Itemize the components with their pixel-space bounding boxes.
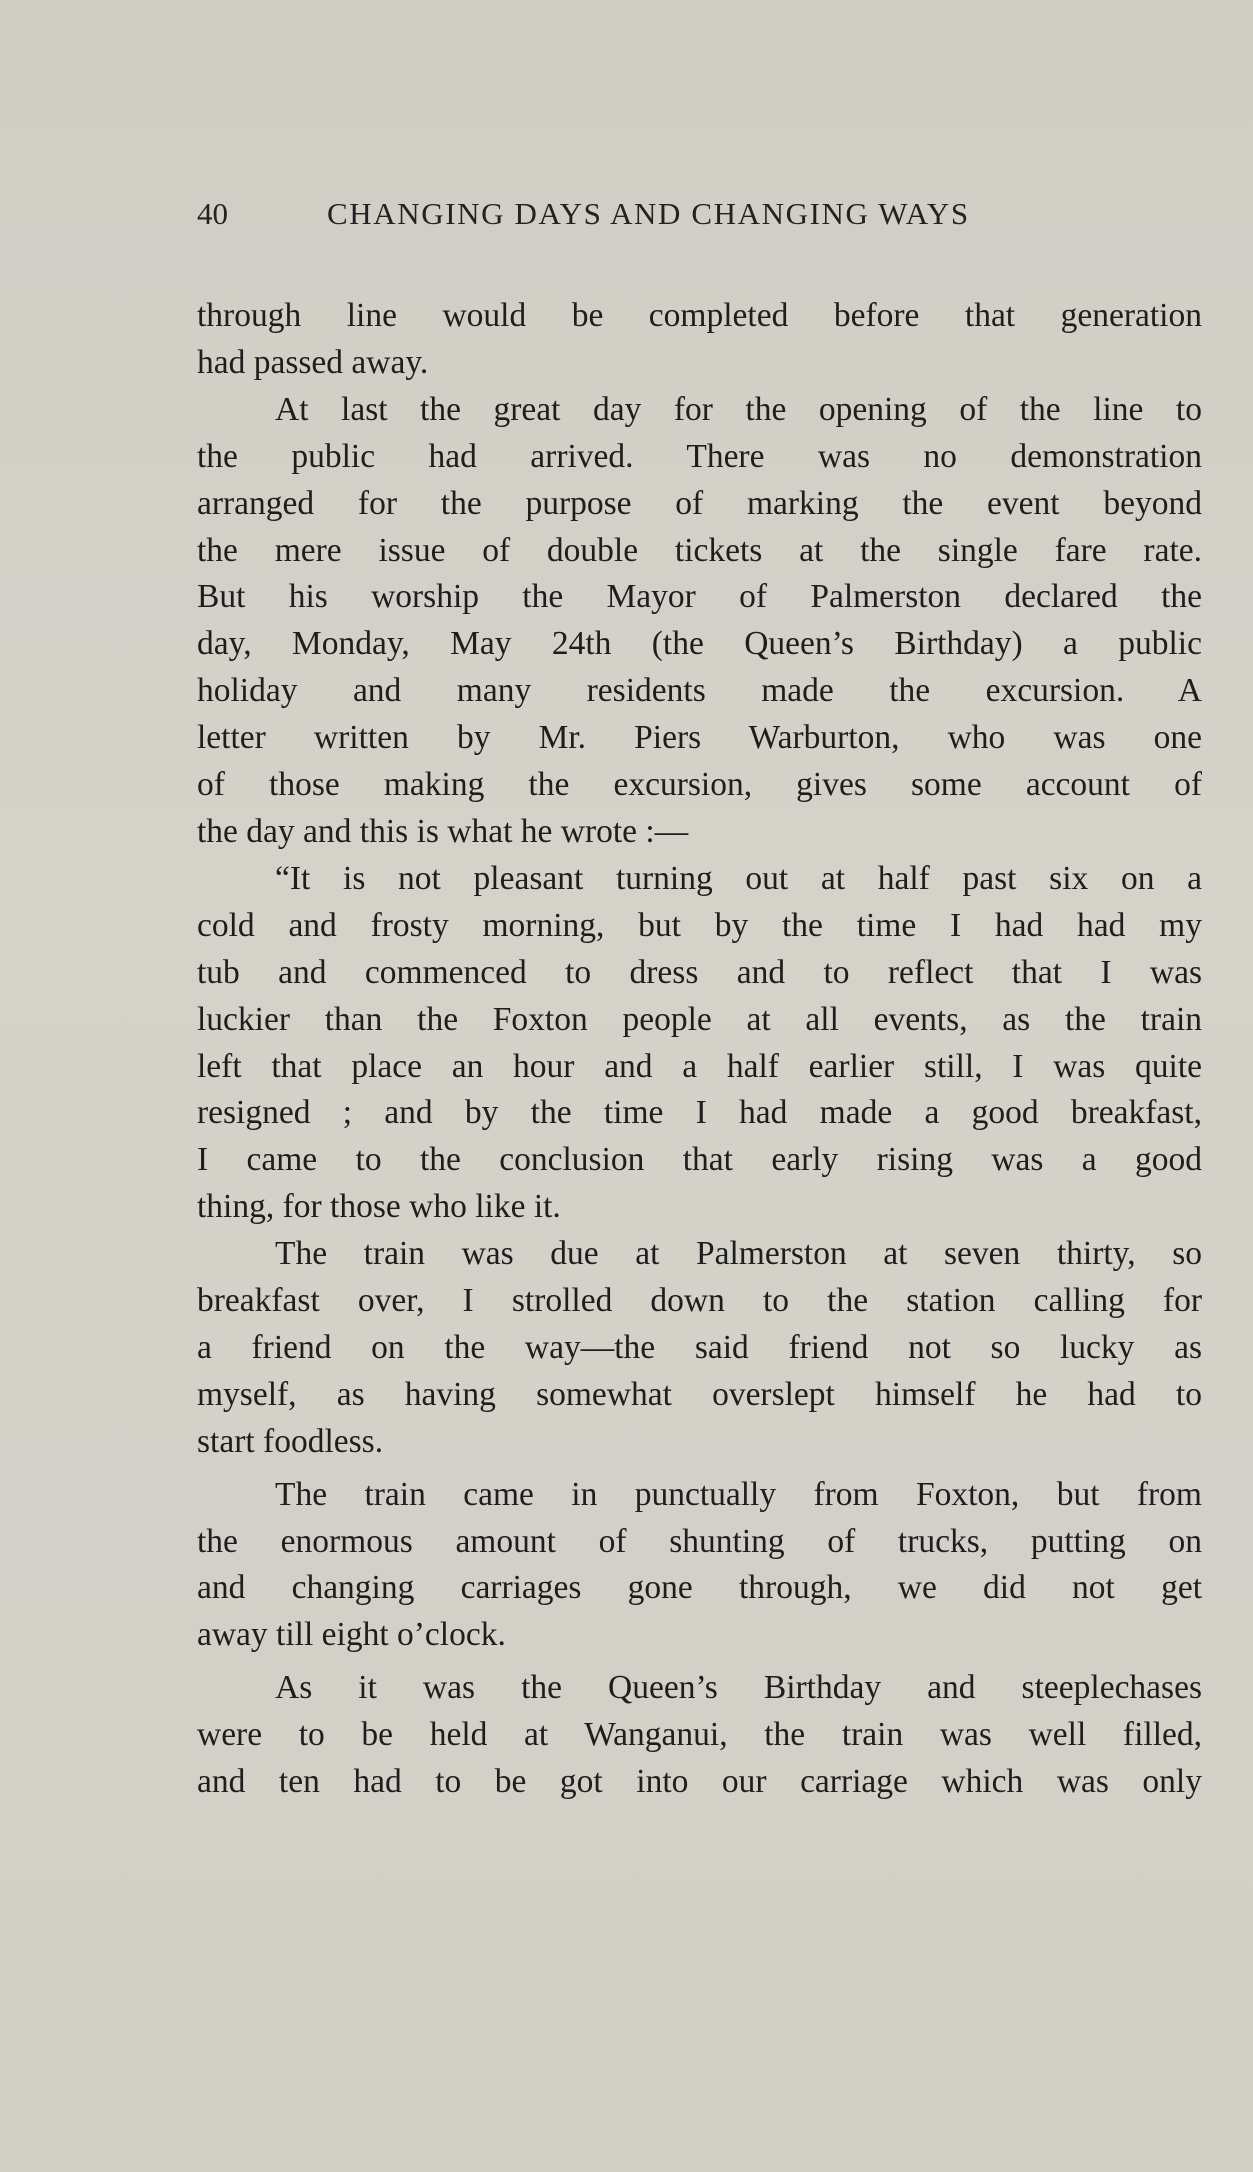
page-header bbox=[197, 196, 1077, 246]
paragraph bbox=[197, 1472, 1202, 1660]
running-title: CHANGING DAYS AND CHANGING WAYS bbox=[327, 196, 970, 231]
text-line: left that place an hour and a half earlier still, I was quite bbox=[197, 1047, 1202, 1085]
paragraph bbox=[197, 856, 1202, 1231]
text-line: The train was due at Palmerston at seven thirty, so bbox=[275, 1235, 1202, 1273]
text-line: I came to the conclusion that early rising was a good bbox=[197, 1141, 1202, 1179]
paragraph bbox=[197, 293, 1202, 387]
text-line: luckier than the Foxton people at all events, as the train bbox=[197, 1000, 1202, 1038]
text-line: tub and commenced to dress and to reflect that I was bbox=[197, 953, 1202, 991]
text-line: “It is not pleasant turning out at half past six on a bbox=[275, 859, 1202, 897]
body-text bbox=[197, 293, 1202, 1806]
text-line: a friend on the way—the said friend not so lucky as bbox=[197, 1328, 1202, 1366]
text-line: The train came in punctually from Foxton, but from bbox=[275, 1475, 1202, 1513]
text-line: breakfast over, I strolled down to the station calling for bbox=[197, 1282, 1202, 1320]
text-line: the enormous amount of shunting of trucks, putting on bbox=[197, 1522, 1202, 1560]
text-line: had passed away. bbox=[197, 343, 429, 381]
text-line: the mere issue of double tickets at the single fare rate. bbox=[197, 531, 1202, 569]
text-line: and ten had to be got into our carriage which was only bbox=[197, 1763, 1202, 1801]
text-line: day, Monday, May 24th (the Queen’s Birthday) a public bbox=[197, 625, 1202, 663]
text-line: But his worship the Mayor of Palmerston declared the bbox=[197, 578, 1202, 616]
paragraph bbox=[197, 1231, 1202, 1466]
text-line: start foodless. bbox=[197, 1422, 384, 1460]
text-line: At last the great day for the opening of the line to bbox=[275, 390, 1202, 428]
text-line: and changing carriages gone through, we did not get bbox=[197, 1569, 1202, 1607]
text-line: the public had arrived. There was no demonstration bbox=[197, 437, 1202, 475]
text-line: As it was the Queen’s Birthday and steeplechases bbox=[275, 1669, 1202, 1707]
text-line: cold and frosty morning, but by the time I had had my bbox=[197, 906, 1202, 944]
text-line: away till eight o’clock. bbox=[197, 1616, 506, 1654]
text-line: arranged for the purpose of marking the event beyond bbox=[197, 484, 1202, 522]
text-line: were to be held at Wanganui, the train was well filled, bbox=[197, 1716, 1202, 1754]
text-line: myself, as having somewhat overslept himself he had to bbox=[197, 1375, 1202, 1413]
text-line: letter written by Mr. Piers Warburton, who was one bbox=[197, 719, 1202, 757]
paragraph bbox=[197, 1665, 1202, 1806]
text-line: holiday and many residents made the excursion. A bbox=[197, 672, 1202, 710]
text-line: the day and this is what he wrote :— bbox=[197, 812, 689, 850]
text-line: thing, for those who like it. bbox=[197, 1188, 561, 1226]
text-line: of those making the excursion, gives some account of bbox=[197, 766, 1202, 804]
page-number: 40 bbox=[197, 196, 228, 231]
paragraph bbox=[197, 387, 1202, 856]
text-line: resigned ; and by the time I had made a good breakfast, bbox=[197, 1094, 1202, 1132]
text-line: through line would be completed before that generation bbox=[197, 297, 1202, 334]
